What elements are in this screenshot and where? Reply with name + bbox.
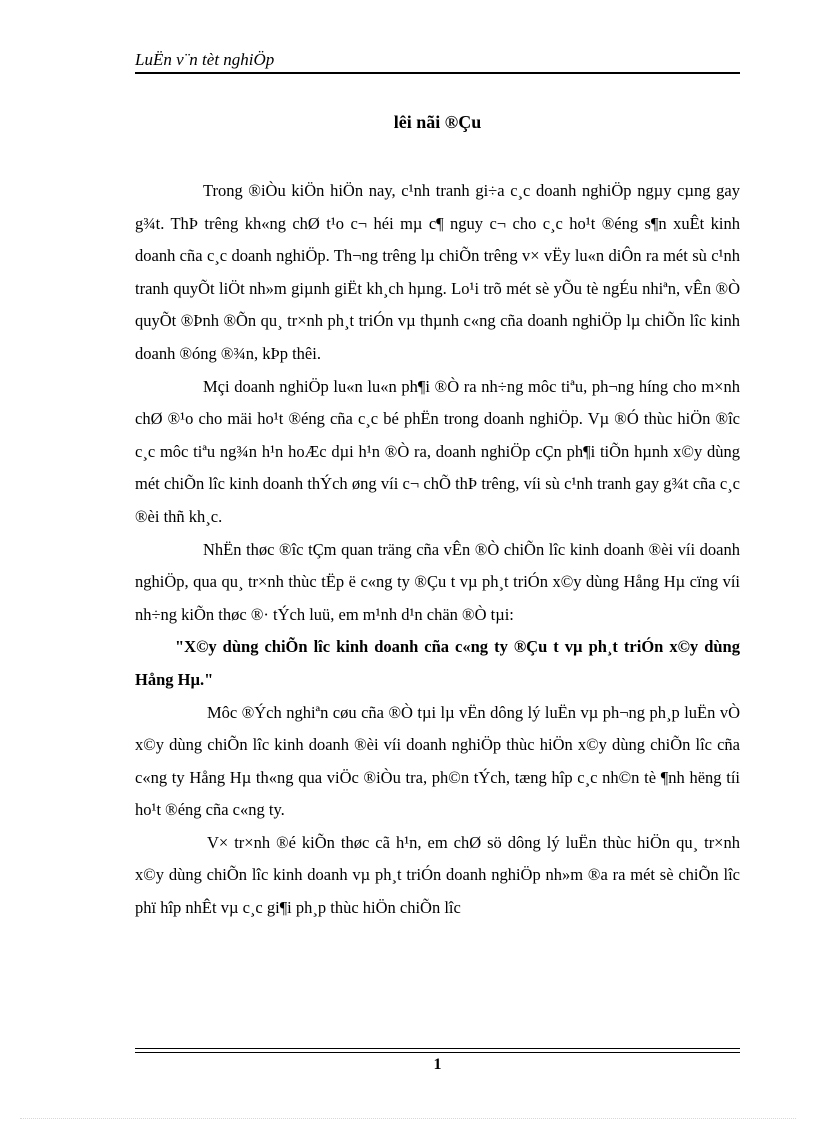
body-text	[135, 175, 740, 925]
thesis-topic: "X©y dùng chiÕn lîc kinh doanh cña c«ng ty ®Çu t vµ ph¸t triÓn x©y dùng Hång Hµ."	[135, 637, 740, 689]
page-edge-divider	[20, 1118, 796, 1119]
paragraph-purpose: Môc ®Ých nghiªn cøu cña ®Ò tµi lµ vËn dông lý luËn vµ ph¬ng ph¸p luËn vÒ x©y dùng chiÕn lîc kinh doanh ®èi víi doanh nghiÖp thùc hiÖn x©y dùng chiÕn lîc cña c«ng ty Hång Hµ th«ng qua viÖc ®iÒu tra, ph©n tÝch, tæng hîp c¸c nh©n tè ¶nh hëng tíi ho¹t ®éng cña c«ng ty.	[135, 702, 740, 820]
paragraph-intro: Trong ®iÒu kiÖn hiÖn nay, c¹nh tranh gi÷a c¸c doanh nghiÖp ngµy cµng gay g¾t. ThÞ trêng kh«ng chØ t¹o c¬ héi mµ c¶ nguy c¬ cho c¸c ho¹t ®éng s¶n xuÊt kinh doanh cña c¸c doanh nghiÖp. Th¬ng trêng lµ chiÕn trêng v× vËy lu«n diÔn ra mét sù c¹nh tranh quyÕt liÖt nh»m giµnh giËt kh¸ch hµng. Lo¹i trõ mét sè yÕu tè ngÉu nhiªn, vÊn ®Ò quyÕt ®Þnh ®Õn qu¸ tr×nh ph¸t triÓn vµ thµnh c«ng cña doanh nghiÖp lµ chiÕn lîc kinh doanh ®óng ®¾n, kÞp thêi.	[135, 181, 740, 363]
paragraph-scope: V× tr×nh ®é kiÕn thøc cã h¹n, em chØ sö dông lý luËn thùc hiÖn qu¸ tr×nh x©y dùng chiÕn lîc kinh doanh vµ ph¸t triÓn doanh nghiÖp nh»m ®a ra mét sè chiÕn lîc phï hîp nhÊt vµ c¸c gi¶i ph¸p thùc hiÖn chiÕn lîc	[135, 832, 740, 918]
paragraph-awareness: NhËn thøc ®îc tÇm quan träng cña vÊn ®Ò chiÕn lîc kinh doanh ®èi víi doanh nghiÖp, qua qu¸ tr×nh thùc tËp ë c«ng ty ®Çu t vµ ph¸t triÓn x©y dùng Hång Hµ cïng víi nh÷ng kiÕn thøc ®· tÝch luü, em m¹nh d¹n chän ®Ò tµi:	[135, 539, 740, 624]
paragraph-goals: Mçi doanh nghiÖp lu«n lu«n ph¶i ®Ò ra nh÷ng môc tiªu, ph¬ng híng cho m×nh chØ ®¹o cho mäi ho¹t ®éng cña c¸c bé phËn trong doanh nghiÖp. Vµ ®Ó thùc hiÖn ®îc c¸c môc tiªu ng¾n h¹n hoÆc dµi h¹n ®Ò ra, doanh nghiÖp cÇn ph¶i tiÕn hµnh x©y dùng mét chiÕn lîc kinh doanh thÝch øng víi c¬ chÕ thÞ trêng, víi sù c¹nh tranh gay g¾t cña c¸c ®èi thñ kh¸c.	[135, 376, 740, 526]
footer-rule	[135, 1048, 740, 1053]
page-number: 1	[433, 1056, 442, 1073]
running-header: LuËn v¨n tèt nghiÖp	[135, 50, 275, 69]
header-rule	[135, 72, 740, 74]
section-title: lêi nãi ®Çu	[393, 112, 482, 132]
